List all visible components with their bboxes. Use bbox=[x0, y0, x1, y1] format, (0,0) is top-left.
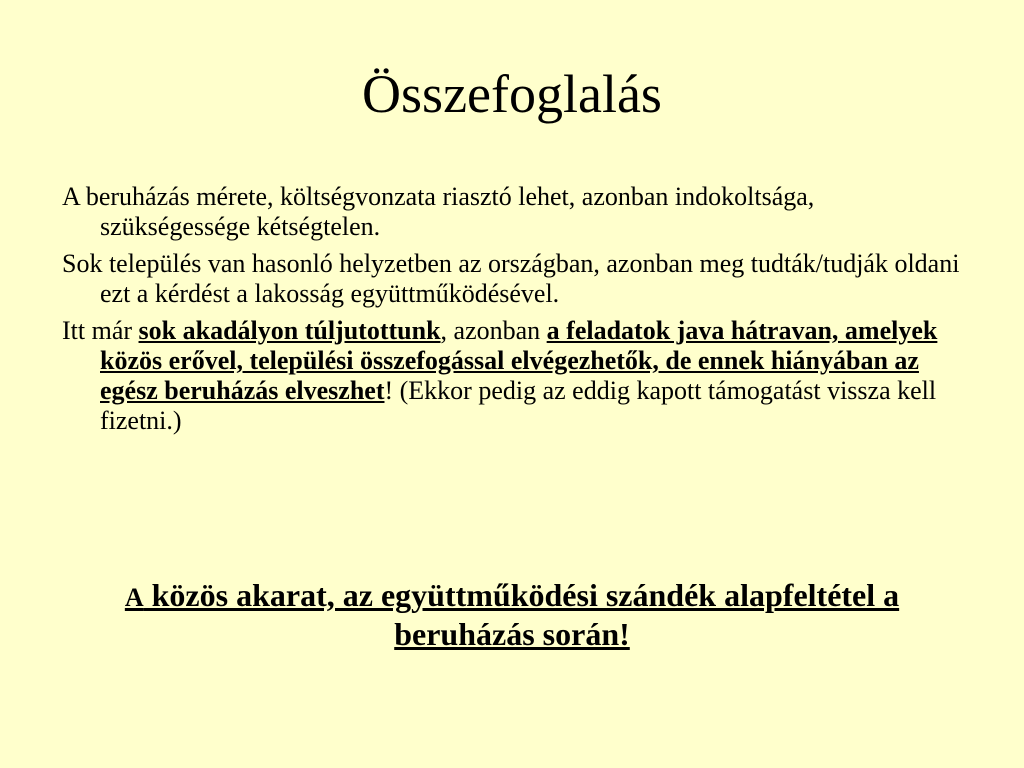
paragraph-3-connector: , azonban bbox=[440, 316, 547, 345]
paragraph-1: A beruházás mérete, költségvonzata riasztó lehet, azonban indokoltsága, szükségessége kétségtelen. bbox=[62, 182, 815, 241]
paragraph-3-intro: Itt már bbox=[62, 316, 139, 345]
closing-text: közös akarat, az együttműködési szándék alapfeltétel a beruházás során! bbox=[143, 577, 900, 652]
bullet-list bbox=[62, 182, 967, 443]
emphasis-tasks-ahead: a feladatok java hátravan, amelyek közös erővel, települési összefogással elvégezhetők, de ennek hiányában az egész beruházás elveszhet bbox=[100, 316, 938, 405]
paragraph-3-ending: ! (Ekkor pedig az eddig kapott támogatást vissza kell fizetni.) bbox=[100, 376, 937, 435]
paragraph-2: Sok település van hasonló helyzetben az országban, azonban meg tudták/tudják oldani ezt a kérdést a lakosság együttműködésével. bbox=[62, 249, 960, 308]
emphasis-obstacles: sok akadályon túljutottunk bbox=[138, 316, 441, 345]
paragraph-3 bbox=[62, 316, 967, 436]
slide-title: Összefoglalás bbox=[362, 64, 662, 124]
closing-statement bbox=[100, 577, 924, 652]
closing-first-letter: A bbox=[124, 583, 144, 612]
